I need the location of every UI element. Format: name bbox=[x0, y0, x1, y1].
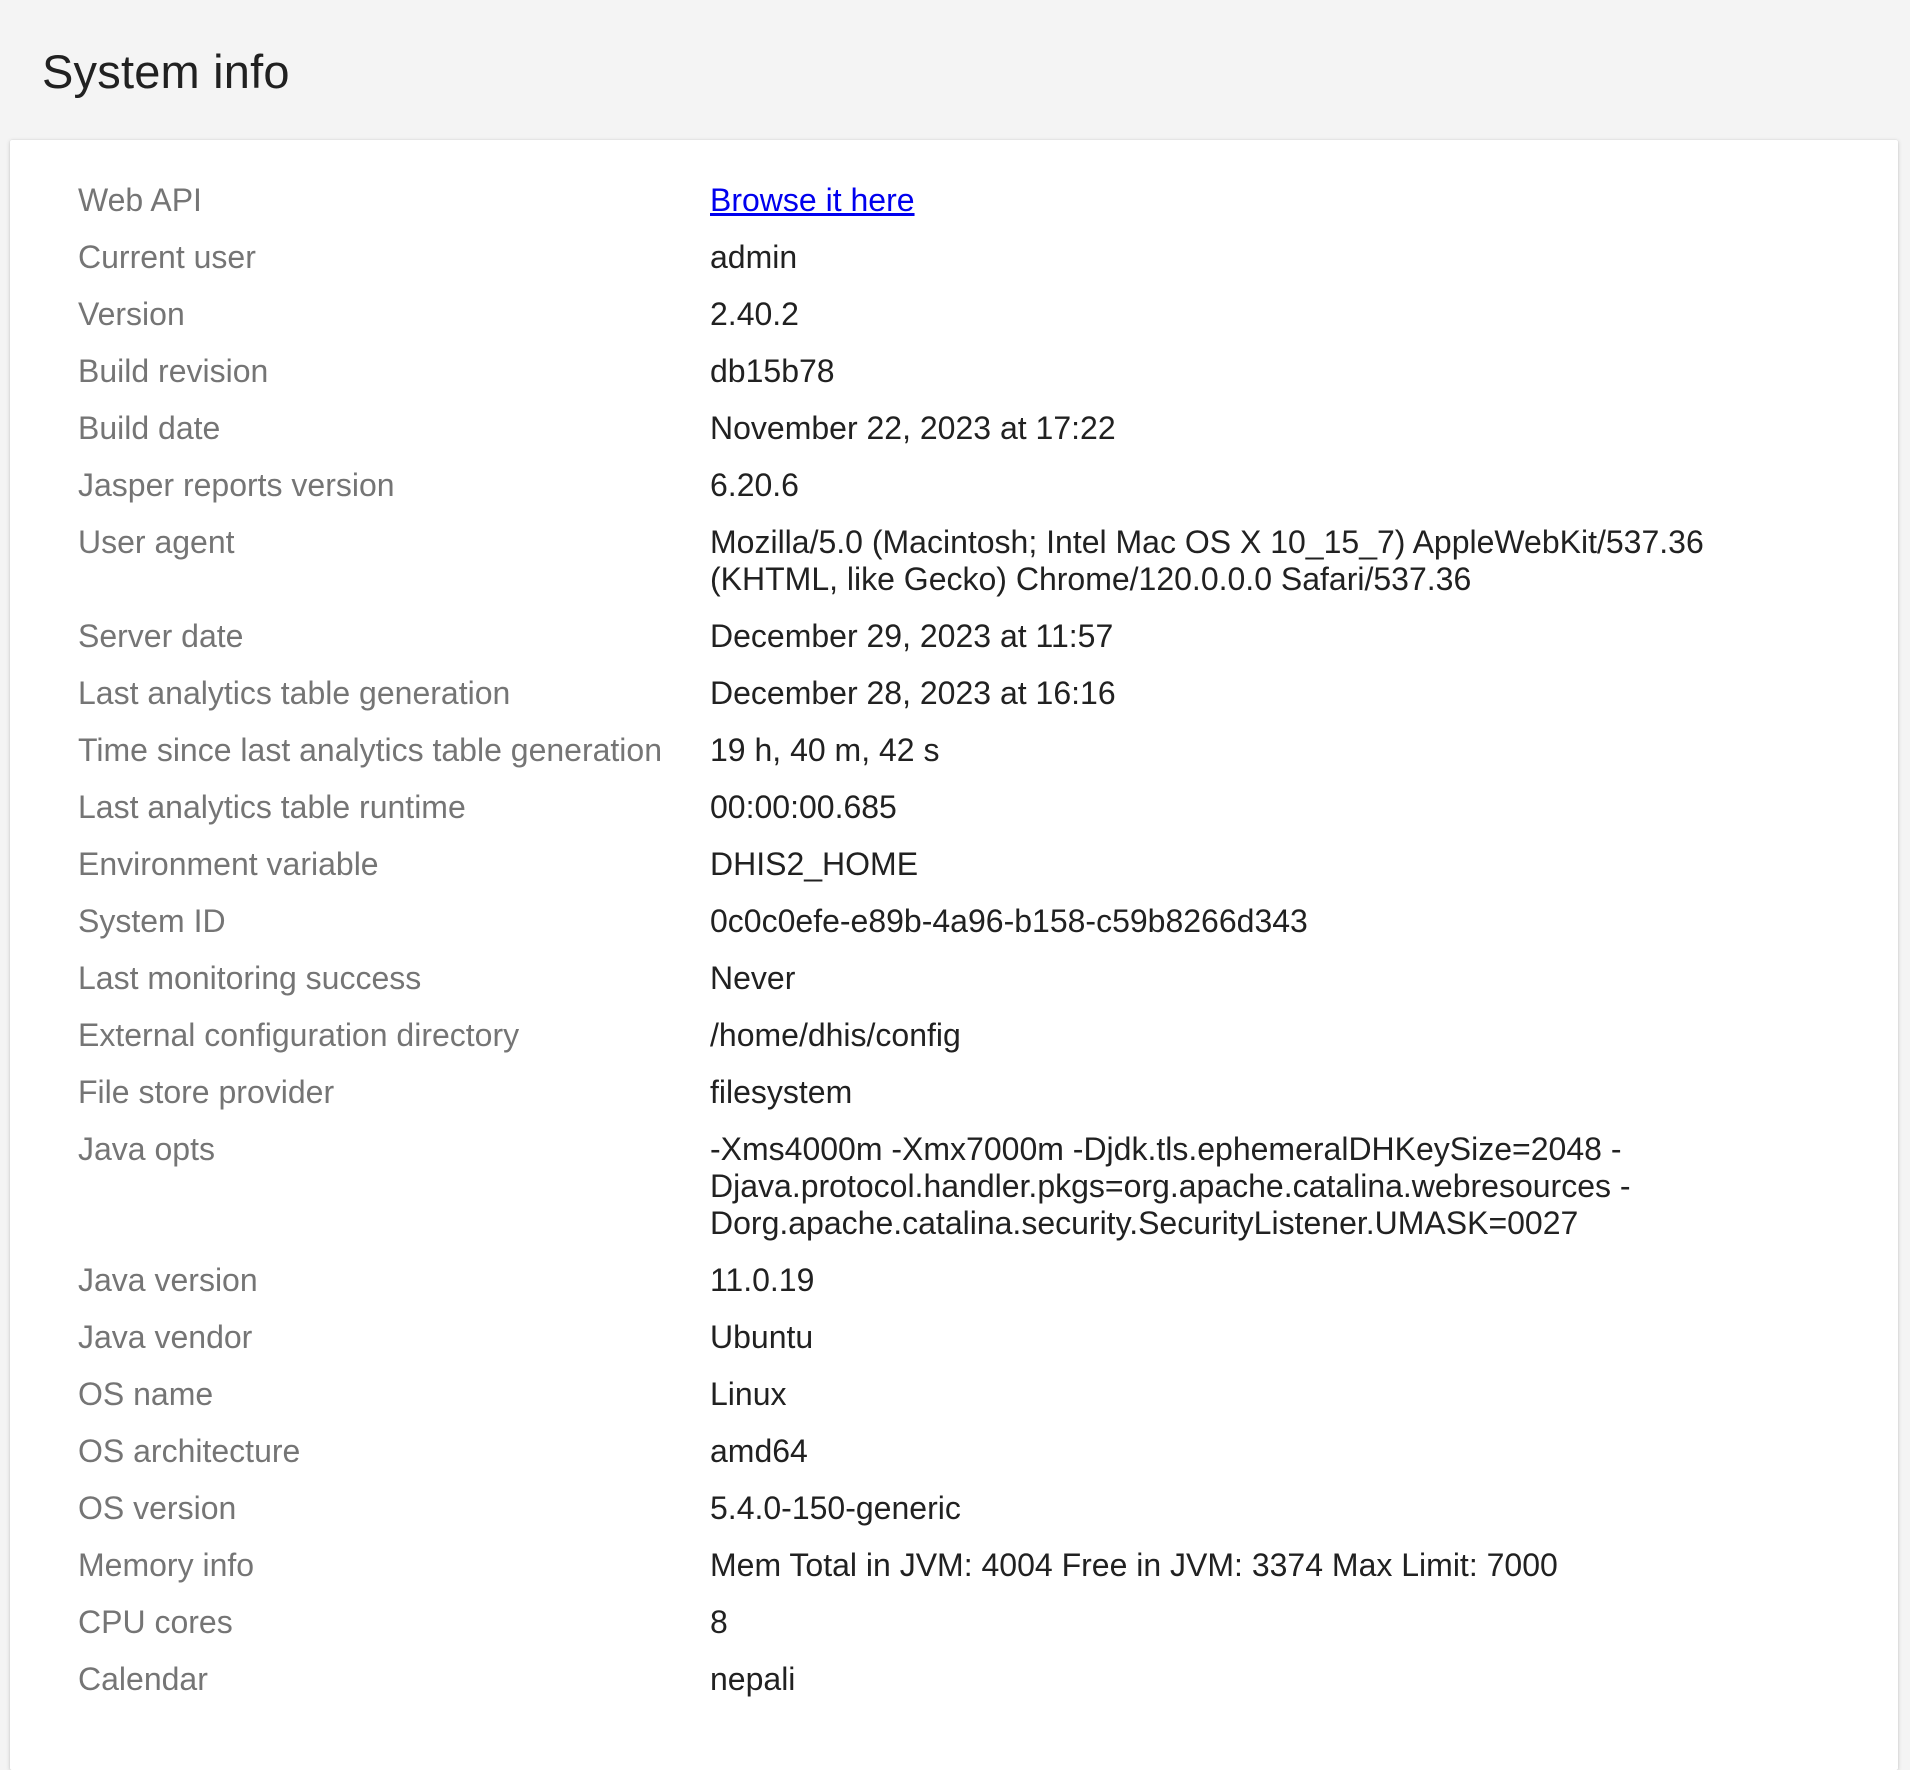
info-label: External configuration directory bbox=[78, 1017, 520, 1053]
system-info-list bbox=[78, 182, 1838, 1718]
info-label: Build date bbox=[78, 410, 221, 446]
info-label: Environment variable bbox=[78, 846, 379, 882]
info-value: Ubuntu bbox=[710, 1319, 814, 1355]
info-value: December 29, 2023 at 11:57 bbox=[710, 618, 1114, 654]
info-value: 2.40.2 bbox=[710, 296, 799, 332]
info-row-user-agent bbox=[78, 524, 1838, 618]
info-row-java-vendor bbox=[78, 1319, 1838, 1376]
info-row-file-store-provider bbox=[78, 1074, 1838, 1131]
info-value: Linux bbox=[710, 1376, 787, 1412]
info-label: File store provider bbox=[78, 1074, 335, 1110]
info-row-os-version bbox=[78, 1490, 1838, 1547]
page-title: System info bbox=[42, 45, 290, 98]
web-api-link[interactable]: Browse it here bbox=[710, 182, 915, 218]
info-label: Last analytics table generation bbox=[78, 675, 511, 711]
info-label: Web API bbox=[78, 182, 202, 218]
info-label: Last monitoring success bbox=[78, 960, 422, 996]
info-value: -Xms4000m -Xmx7000m -Djdk.tls.ephemeralDHKeySize=2048 -Djava.protocol.handler.pkgs=org.apache.catalina.webresources -Dorg.apache.catalina.security.SecurityListener.UMASK=0027 bbox=[710, 1131, 1631, 1241]
info-row-memory-info bbox=[78, 1547, 1838, 1604]
info-label: Time since last analytics table generation bbox=[78, 732, 662, 768]
info-row-server-date bbox=[78, 618, 1838, 675]
info-row-time-since-analytics bbox=[78, 732, 1838, 789]
info-label: CPU cores bbox=[78, 1604, 233, 1640]
info-label: Calendar bbox=[78, 1661, 208, 1697]
info-value: Mozilla/5.0 (Macintosh; Intel Mac OS X 10_15_7) AppleWebKit/537.36 (KHTML, like Gecko) Chrome/120.0.0.0 Safari/537.36 bbox=[710, 524, 1704, 597]
info-value: 11.0.19 bbox=[710, 1262, 815, 1298]
info-row-last-monitoring-success bbox=[78, 960, 1838, 1017]
info-row-external-config-dir bbox=[78, 1017, 1838, 1074]
info-row-last-analytics-generation bbox=[78, 675, 1838, 732]
info-row-environment-variable bbox=[78, 846, 1838, 903]
info-row-current-user bbox=[78, 239, 1838, 296]
info-value: 6.20.6 bbox=[710, 467, 799, 503]
info-value: admin bbox=[710, 239, 798, 275]
info-row-java-version bbox=[78, 1262, 1838, 1319]
info-value bbox=[710, 182, 1838, 219]
system-info-card bbox=[10, 140, 1898, 1770]
info-row-build-date bbox=[78, 410, 1838, 467]
info-value: Never bbox=[710, 960, 796, 996]
info-value: 8 bbox=[710, 1604, 728, 1640]
info-value: 5.4.0-150-generic bbox=[710, 1490, 961, 1526]
info-label: Jasper reports version bbox=[78, 467, 395, 503]
info-value: 19 h, 40 m, 42 s bbox=[710, 732, 940, 768]
info-label: Version bbox=[78, 296, 185, 332]
info-value: December 28, 2023 at 16:16 bbox=[710, 675, 1116, 711]
info-value: November 22, 2023 at 17:22 bbox=[710, 410, 1116, 446]
info-label: Current user bbox=[78, 239, 256, 275]
info-value: 00:00:00.685 bbox=[710, 789, 897, 825]
info-row-calendar bbox=[78, 1661, 1838, 1718]
info-row-jasper-version bbox=[78, 467, 1838, 524]
info-value: DHIS2_HOME bbox=[710, 846, 919, 882]
info-row-system-id bbox=[78, 903, 1838, 960]
info-row-web-api bbox=[78, 182, 1838, 239]
info-row-os-architecture bbox=[78, 1433, 1838, 1490]
info-row-version bbox=[78, 296, 1838, 353]
info-row-java-opts bbox=[78, 1131, 1838, 1262]
info-row-os-name bbox=[78, 1376, 1838, 1433]
info-label: OS version bbox=[78, 1490, 237, 1526]
info-label: System ID bbox=[78, 903, 226, 939]
info-label: Java version bbox=[78, 1262, 258, 1298]
info-value: filesystem bbox=[710, 1074, 853, 1110]
info-value: /home/dhis/config bbox=[710, 1017, 961, 1053]
info-label: Memory info bbox=[78, 1547, 255, 1583]
info-value: amd64 bbox=[710, 1433, 808, 1469]
info-label: Java opts bbox=[78, 1131, 215, 1167]
info-label: Server date bbox=[78, 618, 244, 654]
info-label: Java vendor bbox=[78, 1319, 253, 1355]
info-value: Mem Total in JVM: 4004 Free in JVM: 3374 Max Limit: 7000 bbox=[710, 1547, 1558, 1583]
info-label: User agent bbox=[78, 524, 235, 560]
info-row-analytics-runtime bbox=[78, 789, 1838, 846]
info-value: nepali bbox=[710, 1661, 796, 1697]
info-label: Build revision bbox=[78, 353, 269, 389]
info-label: Last analytics table runtime bbox=[78, 789, 466, 825]
info-value: 0c0c0efe-e89b-4a96-b158-c59b8266d343 bbox=[710, 903, 1308, 939]
info-value: db15b78 bbox=[710, 353, 835, 389]
info-label: OS architecture bbox=[78, 1433, 301, 1469]
info-label: OS name bbox=[78, 1376, 214, 1412]
info-row-cpu-cores bbox=[78, 1604, 1838, 1661]
info-row-build-revision bbox=[78, 353, 1838, 410]
